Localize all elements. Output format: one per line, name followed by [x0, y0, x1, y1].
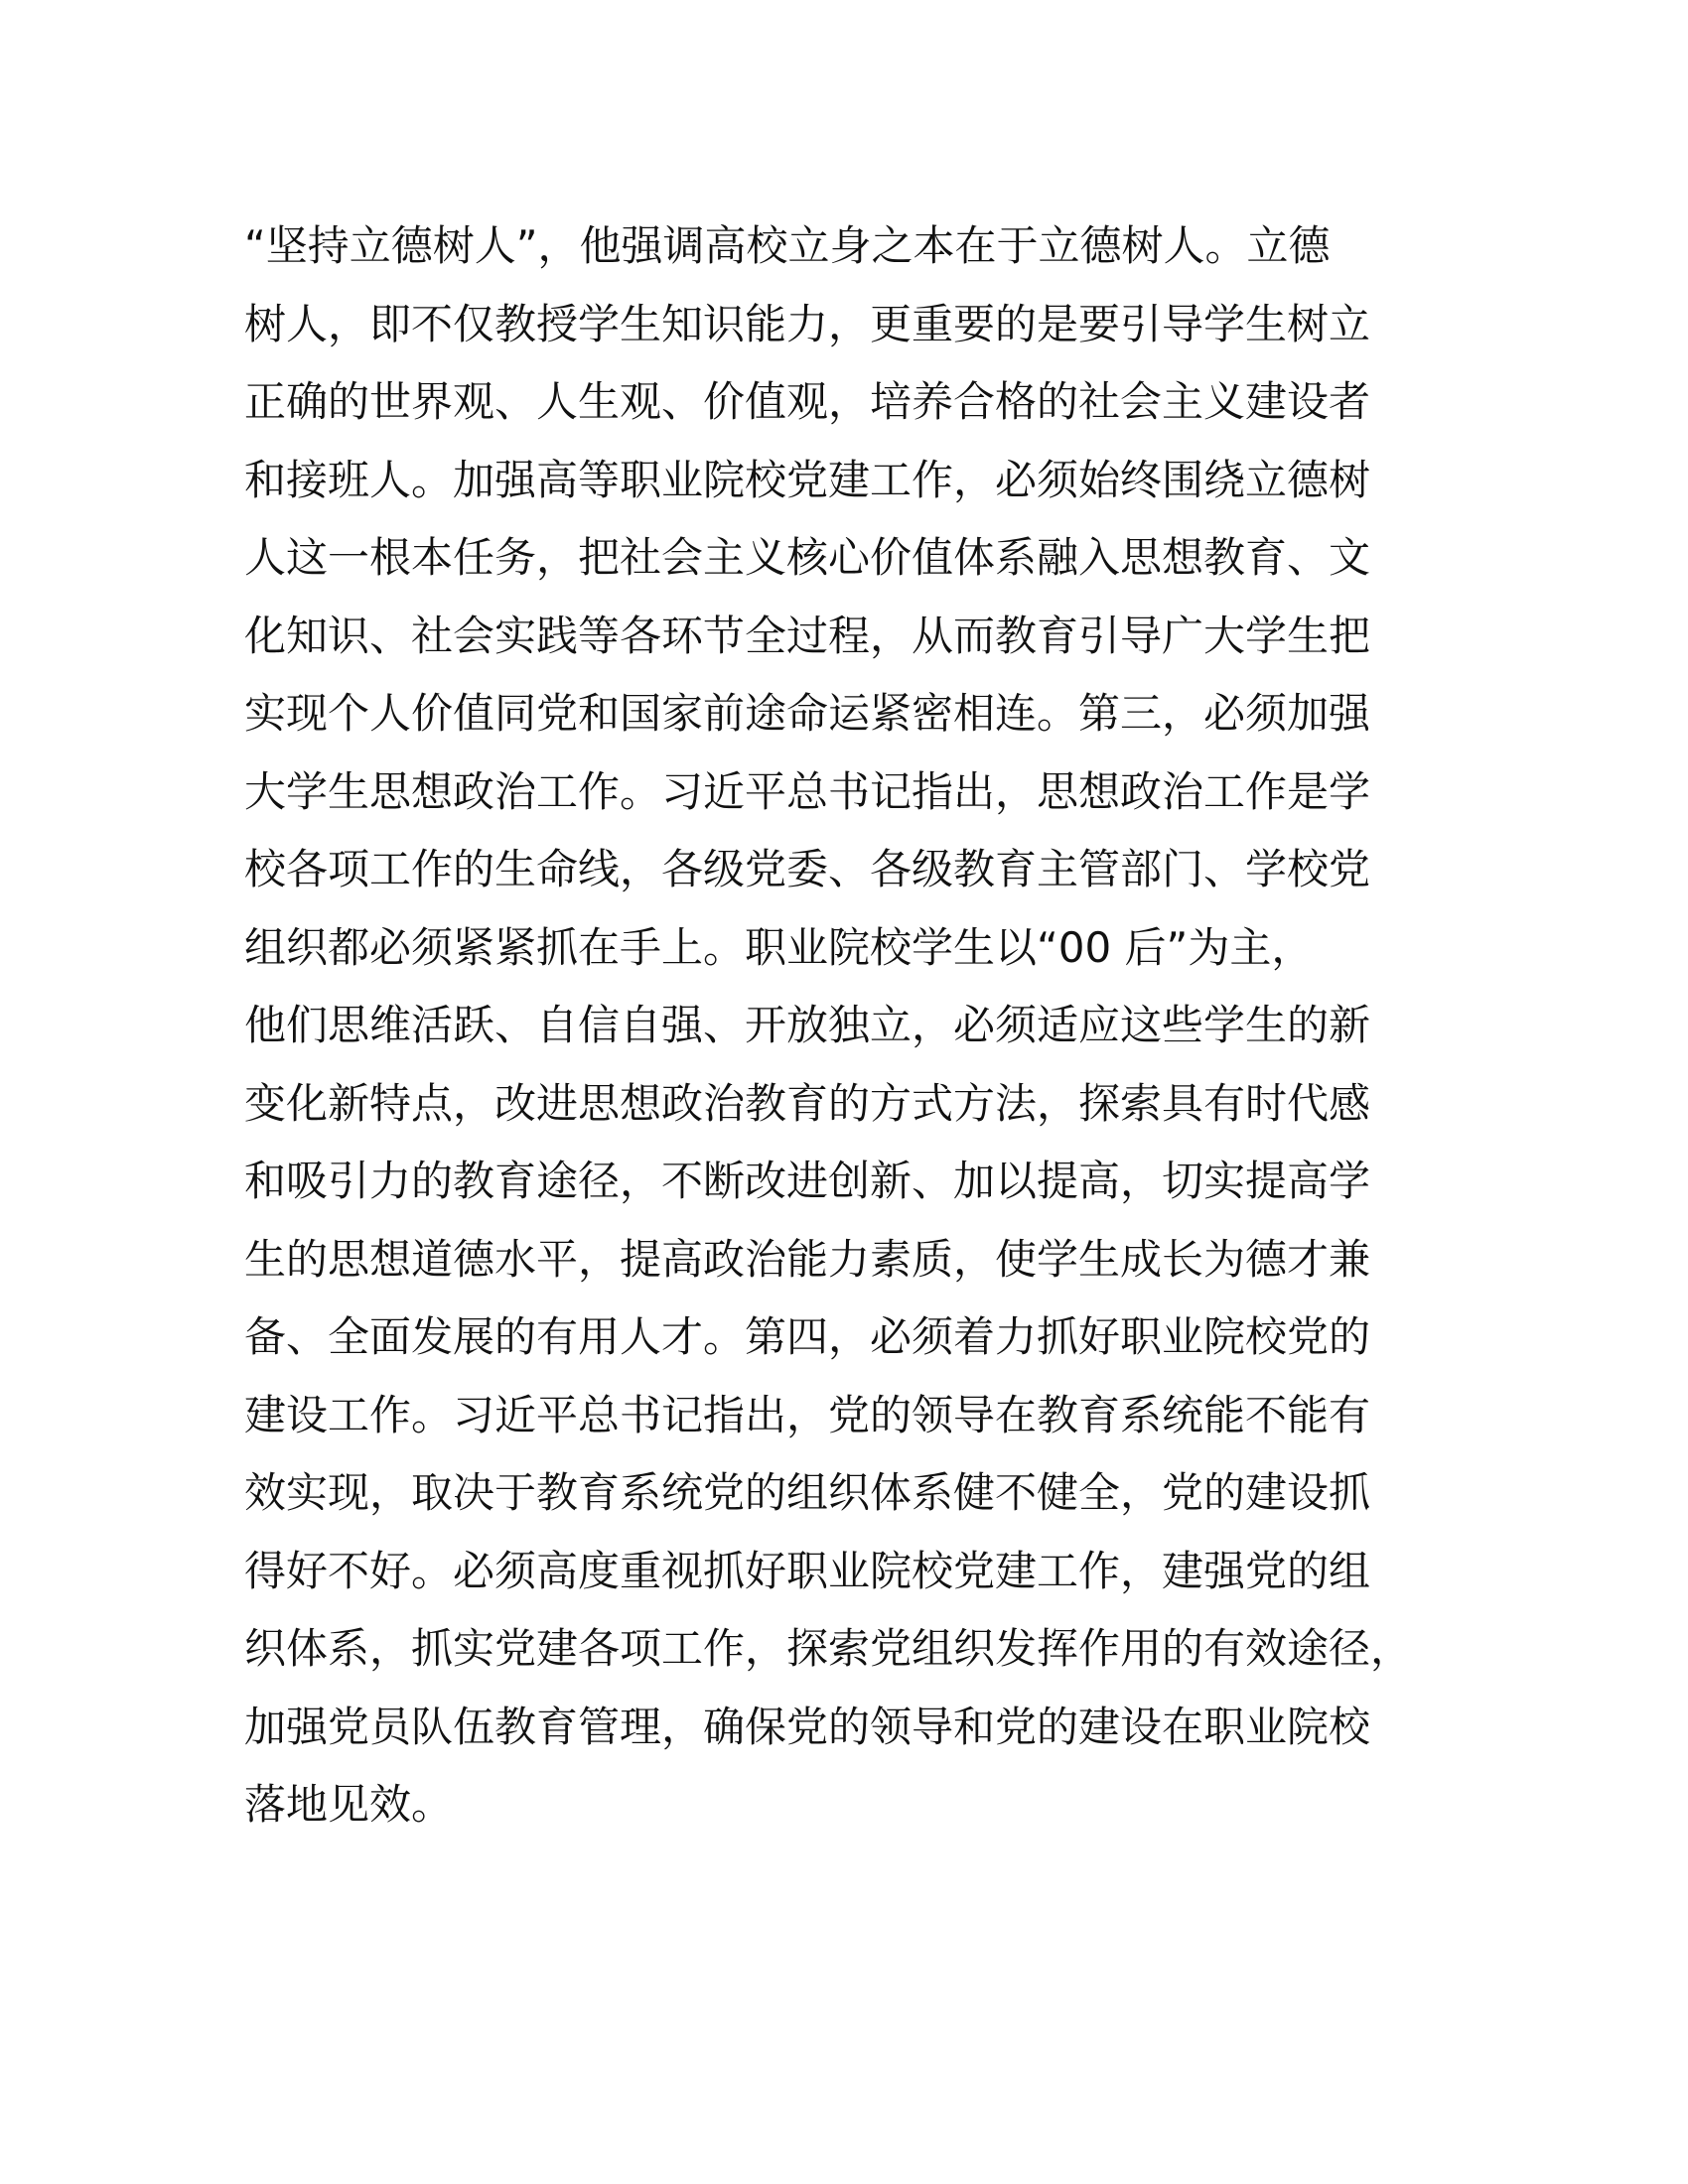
body-paragraph — [244, 207, 1466, 1844]
text-line: 大学生思想政治工作。习近平总书记指出，思想政治工作是学 — [244, 766, 1371, 816]
text-line: 人这一根本任务，把社会主义核心价值体系融入思想教育、文 — [244, 533, 1371, 582]
text-line: 实现个人价值同党和国家前途命运紧密相连。第三，必须加强 — [244, 689, 1371, 738]
text-line: 加强党员队伍教育管理，确保党的领导和党的建设在职业院校 — [244, 1702, 1371, 1751]
text-line: 变化新特点，改进思想政治教育的方式方法，探索具有时代感 — [244, 1078, 1371, 1128]
text-line: 效实现，取决于教育系统党的组织体系健不健全，党的建设抓 — [244, 1468, 1371, 1517]
text-line: 化知识、社会实践等各环节全过程，从而教育引导广大学生把 — [244, 611, 1371, 660]
text-line: 他们思维活跃、自信自强、开放独立，必须适应这些学生的新 — [244, 1001, 1371, 1049]
text-line: 和接班人。加强高等职业院校党建工作，必须始终围绕立德树 — [244, 455, 1371, 504]
text-line: 备、全面发展的有用人才。第四，必须着力抓好职业院校党的 — [244, 1312, 1371, 1361]
text-line: 校各项工作的生命线，各级党委、各级教育主管部门、学校党 — [244, 845, 1371, 893]
text-line: 正确的世界观、人生观、价值观，培养合格的社会主义建设者 — [244, 377, 1371, 426]
text-line: “坚持立德树人”，他强调高校立身之本在于立德树人。立德 — [244, 221, 1331, 270]
text-line: 得好不好。必须高度重视抓好职业院校党建工作，建强党的组 — [244, 1546, 1371, 1595]
text-line: 生的思想道德水平，提高政治能力素质，使学生成长为德才兼 — [244, 1234, 1371, 1284]
text-line: 树人，即不仅教授学生知识能力，更重要的是要引导学生树立 — [244, 299, 1371, 348]
text-line: 落地见效。 — [244, 1780, 454, 1829]
text-line: 建设工作。习近平总书记指出，党的领导在教育系统能不能有 — [244, 1390, 1371, 1439]
text-line: 织体系，抓实党建各项工作，探索党组织发挥作用的有效途径， — [244, 1624, 1413, 1673]
text-line: 组织都必须紧紧抓在手上。职业院校学生以“00 后”为主， — [244, 922, 1314, 972]
text-line: 和吸引力的教育途径，不断改进创新、加以提高，切实提高学 — [244, 1157, 1371, 1205]
